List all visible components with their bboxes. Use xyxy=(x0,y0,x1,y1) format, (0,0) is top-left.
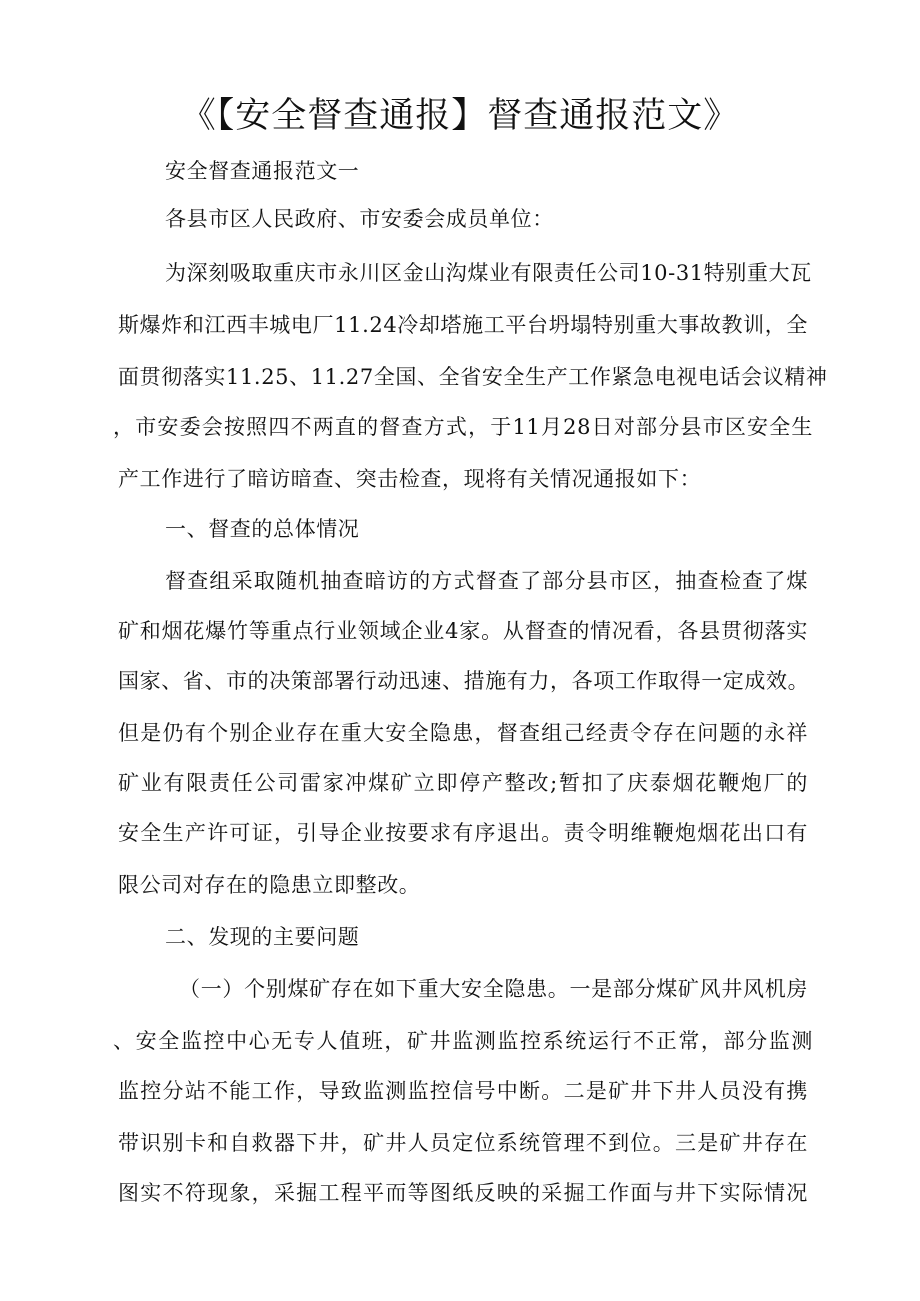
section-heading: 一、督查的总体情况 xyxy=(165,517,360,541)
paragraph-line: 、安全监控中心无专人值班，矿井监测监控系统运行不正常，部分监测 xyxy=(113,1029,813,1053)
paragraph-line: 为深刻吸取重庆市永川区金山沟煤业有限责任公司10-31特别重大瓦 xyxy=(165,261,812,285)
paragraph-line: 限公司对存在的隐患立即整改。 xyxy=(118,873,421,897)
paragraph-line: 面贯彻落实11.25、11.27全国、全省安全生产工作紧急电视电话会议精神 xyxy=(118,365,828,389)
paragraph-line: 产工作进行了暗访暗查、突击检查，现将有关情况通报如下： xyxy=(118,467,702,491)
paragraph-line: 矿和烟花爆竹等重点行业领域企业4家。从督查的情况看，各县贯彻落实 xyxy=(118,619,808,643)
paragraph-line: 安全生产许可证，引导企业按要求有序退出。责令明维鞭炮烟花出口有 xyxy=(118,821,808,845)
paragraph-line: 带识别卡和自救器下井，矿井人员定位系统管理不到位。三是矿井存在 xyxy=(118,1131,808,1155)
paragraph-line: 矿业有限责任公司雷家冲煤矿立即停产整改;暂扣了庆泰烟花鞭炮厂的 xyxy=(118,771,808,795)
section-heading: 二、发现的主要问题 xyxy=(165,925,360,949)
addressee-line: 各县市区人民政府、市安委会成员单位： xyxy=(165,207,554,231)
paragraph-line: （一）个别煤矿存在如下重大安全隐患。一是部分煤矿风井风机房 xyxy=(179,977,808,1001)
paragraph-line: 斯爆炸和江西丰城电厂11.24冷却塔施工平台坍塌特别重大事故教训，全 xyxy=(118,313,808,337)
paragraph-line: 图实不符现象，采掘工程平而等图纸反映的采掘工作面与井下实际情况 xyxy=(118,1181,808,1205)
subtitle-line: 安全督查通报范文一 xyxy=(165,159,360,183)
paragraph-line: ，市安委会按照四不两直的督查方式，于11月28日对部分县市区安全生 xyxy=(113,415,813,439)
paragraph-line: 监控分站不能工作，导致监测监控信号中断。二是矿井下井人员没有携 xyxy=(118,1079,808,1103)
document-title: 《【安全督查通报】督查通报范文》 xyxy=(180,96,740,136)
paragraph-line: 但是仍有个别企业存在重大安全隐患，督查组己经责令存在问题的永祥 xyxy=(118,721,808,745)
paragraph-line: 督查组采取随机抽查暗访的方式督查了部分县市区，抽查检查了煤 xyxy=(165,569,808,593)
paragraph-line: 国家、省、市的决策部署行动迅速、措施有力，各项工作取得一定成效。 xyxy=(118,669,810,693)
